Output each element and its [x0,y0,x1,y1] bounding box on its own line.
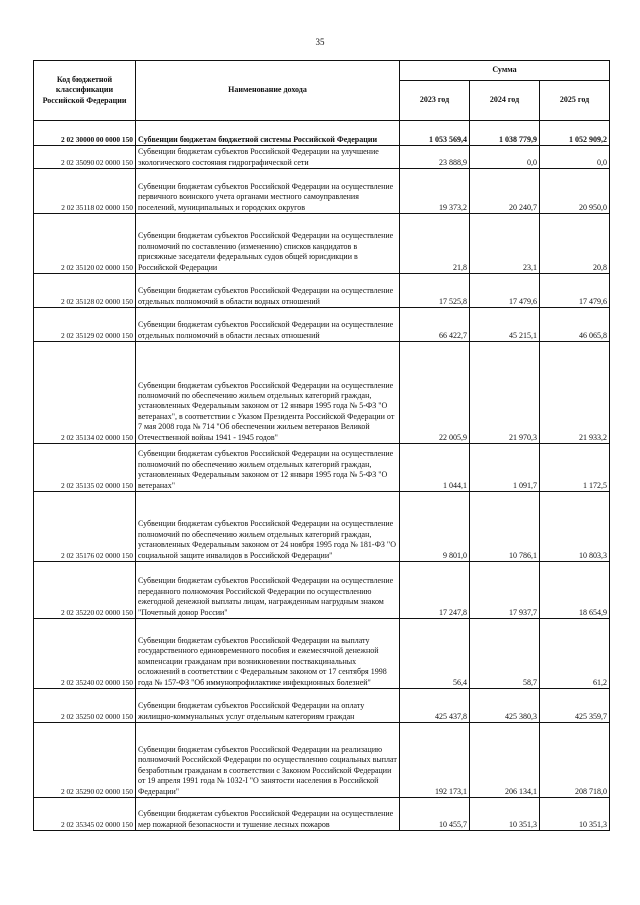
header-code: Код бюджетной классификации Российской Федерации [34,61,136,121]
row-code: 2 02 35120 02 0000 150 [34,214,136,274]
table-row [34,562,610,619]
row-name: Субвенции бюджетам субъектов Российской Федерации на оплату жилищно-коммунальных услуг отдельным категориям граждан [136,689,400,723]
row-code: 2 02 35290 02 0000 150 [34,723,136,798]
row-value-2024: 0,0 [470,146,540,169]
row-value-2023: 425 437,8 [400,689,470,723]
header-name: Наименование дохода [136,61,400,121]
row-name: Субвенции бюджетам субъектов Российской Федерации на осуществление полномочий по обеспечению жильем отдельных категорий граждан, установленных Федеральным законом от 12 января 1995 года № 5-ФЗ "О ветеранах" [136,444,400,492]
table-row [34,121,610,146]
row-name: Субвенции бюджетам субъектов Российской Федерации на осуществление полномочий по составлению (изменению) списков кандидатов в присяжные заседатели федеральных судов общей юрисдикции в Российской Федерации [136,214,400,274]
table-row [34,146,610,169]
table-row [34,689,610,723]
row-value-2024: 17 937,7 [470,562,540,619]
row-name: Субвенции бюджетам субъектов Российской Федерации на реализацию полномочий Российской Федерации по осуществлению социальных выплат безработным гражданам в соответствии с Законом Российской Федерации от 19 апреля 1991 года № 1032-I "О занятости населения в Российской Федерации" [136,723,400,798]
row-value-2025: 10 351,3 [540,798,610,831]
row-value-2023: 17 247,8 [400,562,470,619]
table-row [34,444,610,492]
row-value-2025: 208 718,0 [540,723,610,798]
table-row [34,798,610,831]
row-value-2023: 1 044,1 [400,444,470,492]
table-row [34,214,610,274]
header-sum: Сумма [400,61,610,81]
row-name: Субвенции бюджетам субъектов Российской Федерации на выплату государственного единовременного пособия и ежемесячной денежной компенсации гражданам при возникновении поствакцинальных осложнений в соответствии с Федеральным законом от 17 сентября 1998 года № 157-ФЗ "Об иммунопрофилактике инфекционных болезней" [136,619,400,689]
row-code: 2 02 35220 02 0000 150 [34,562,136,619]
row-value-2024: 10 786,1 [470,492,540,562]
header-year-2023: 2023 год [400,81,470,121]
row-code: 2 02 35129 02 0000 150 [34,308,136,342]
row-value-2024: 1 091,7 [470,444,540,492]
row-value-2025: 1 052 909,2 [540,121,610,146]
row-name: Субвенции бюджетам субъектов Российской Федерации на осуществление полномочий по обеспечению жильем отдельных категорий граждан, установленных Федеральным законом от 24 ноября 1995 года № 181-ФЗ "О социальной защите инвалидов в Российской Федерации" [136,492,400,562]
row-value-2023: 192 173,1 [400,723,470,798]
row-value-2025: 1 172,5 [540,444,610,492]
row-name: Субвенции бюджетам субъектов Российской Федерации на осуществление полномочий по обеспечению жильем отдельных категорий граждан, установленных Федеральным законом от 12 января 1995 года № 5-ФЗ "О ветеранах", в соответствии с Указом Президента Российской Федерации от 7 мая 2008 года № 714 "Об обеспечении жильем ветеранов Великой Отечественной войны 1941 - 1945 годов" [136,342,400,444]
table-row [34,619,610,689]
table-row [34,723,610,798]
row-value-2025: 20,8 [540,214,610,274]
row-value-2023: 1 053 569,4 [400,121,470,146]
row-value-2024: 20 240,7 [470,169,540,214]
row-value-2025: 20 950,0 [540,169,610,214]
table-row [34,342,610,444]
row-value-2025: 17 479,6 [540,274,610,308]
row-value-2023: 19 373,2 [400,169,470,214]
header-year-2025: 2025 год [540,81,610,121]
row-name: Субвенции бюджетам субъектов Российской Федерации на осуществление переданного полномочия Российской Федерации по осуществлению ежегодной денежной выплаты лицам, награжденным нагрудным знаком "Почетный донор России" [136,562,400,619]
row-value-2024: 21 970,3 [470,342,540,444]
row-value-2024: 23,1 [470,214,540,274]
row-value-2023: 10 455,7 [400,798,470,831]
row-value-2024: 58,7 [470,619,540,689]
row-value-2025: 425 359,7 [540,689,610,723]
row-code: 2 02 35090 02 0000 150 [34,146,136,169]
revenue-table [33,60,610,831]
row-value-2023: 23 888,9 [400,146,470,169]
row-value-2025: 0,0 [540,146,610,169]
row-value-2024: 206 134,1 [470,723,540,798]
row-value-2025: 18 654,9 [540,562,610,619]
row-value-2024: 17 479,6 [470,274,540,308]
row-code: 2 02 30000 00 0000 150 [34,121,136,146]
row-name: Субвенции бюджетам субъектов Российской Федерации на осуществление мер пожарной безопасности и тушение лесных пожаров [136,798,400,831]
row-name: Субвенции бюджетам субъектов Российской Федерации на улучшение экологического состояния гидрографической сети [136,146,400,169]
row-value-2024: 1 038 779,9 [470,121,540,146]
row-value-2024: 425 380,3 [470,689,540,723]
table-row [34,492,610,562]
row-value-2023: 17 525,8 [400,274,470,308]
row-value-2024: 10 351,3 [470,798,540,831]
row-code: 2 02 35240 02 0000 150 [34,619,136,689]
header-year-2024: 2024 год [470,81,540,121]
row-name: Субвенции бюджетам бюджетной системы Российской Федерации [136,121,400,146]
row-value-2025: 46 065,8 [540,308,610,342]
row-value-2023: 66 422,7 [400,308,470,342]
row-code: 2 02 35135 02 0000 150 [34,444,136,492]
row-name: Субвенции бюджетам субъектов Российской Федерации на осуществление отдельных полномочий в области лесных отношений [136,308,400,342]
row-value-2025: 10 803,3 [540,492,610,562]
table-row [34,308,610,342]
row-code: 2 02 35134 02 0000 150 [34,342,136,444]
row-value-2023: 9 801,0 [400,492,470,562]
table-body [34,121,610,831]
row-code: 2 02 35345 02 0000 150 [34,798,136,831]
page-number: 35 [315,37,325,47]
table-row [34,274,610,308]
row-value-2025: 21 933,2 [540,342,610,444]
row-code: 2 02 35250 02 0000 150 [34,689,136,723]
row-code: 2 02 35176 02 0000 150 [34,492,136,562]
row-code: 2 02 35118 02 0000 150 [34,169,136,214]
table-row [34,169,610,214]
row-value-2024: 45 215,1 [470,308,540,342]
row-name: Субвенции бюджетам субъектов Российской Федерации на осуществление первичного воинского учета органами местного самоуправления поселений, муниципальных и городских округов [136,169,400,214]
row-value-2023: 56,4 [400,619,470,689]
row-value-2025: 61,2 [540,619,610,689]
row-value-2023: 22 005,9 [400,342,470,444]
row-name: Субвенции бюджетам субъектов Российской Федерации на осуществление отдельных полномочий в области водных отношений [136,274,400,308]
row-code: 2 02 35128 02 0000 150 [34,274,136,308]
row-value-2023: 21,8 [400,214,470,274]
